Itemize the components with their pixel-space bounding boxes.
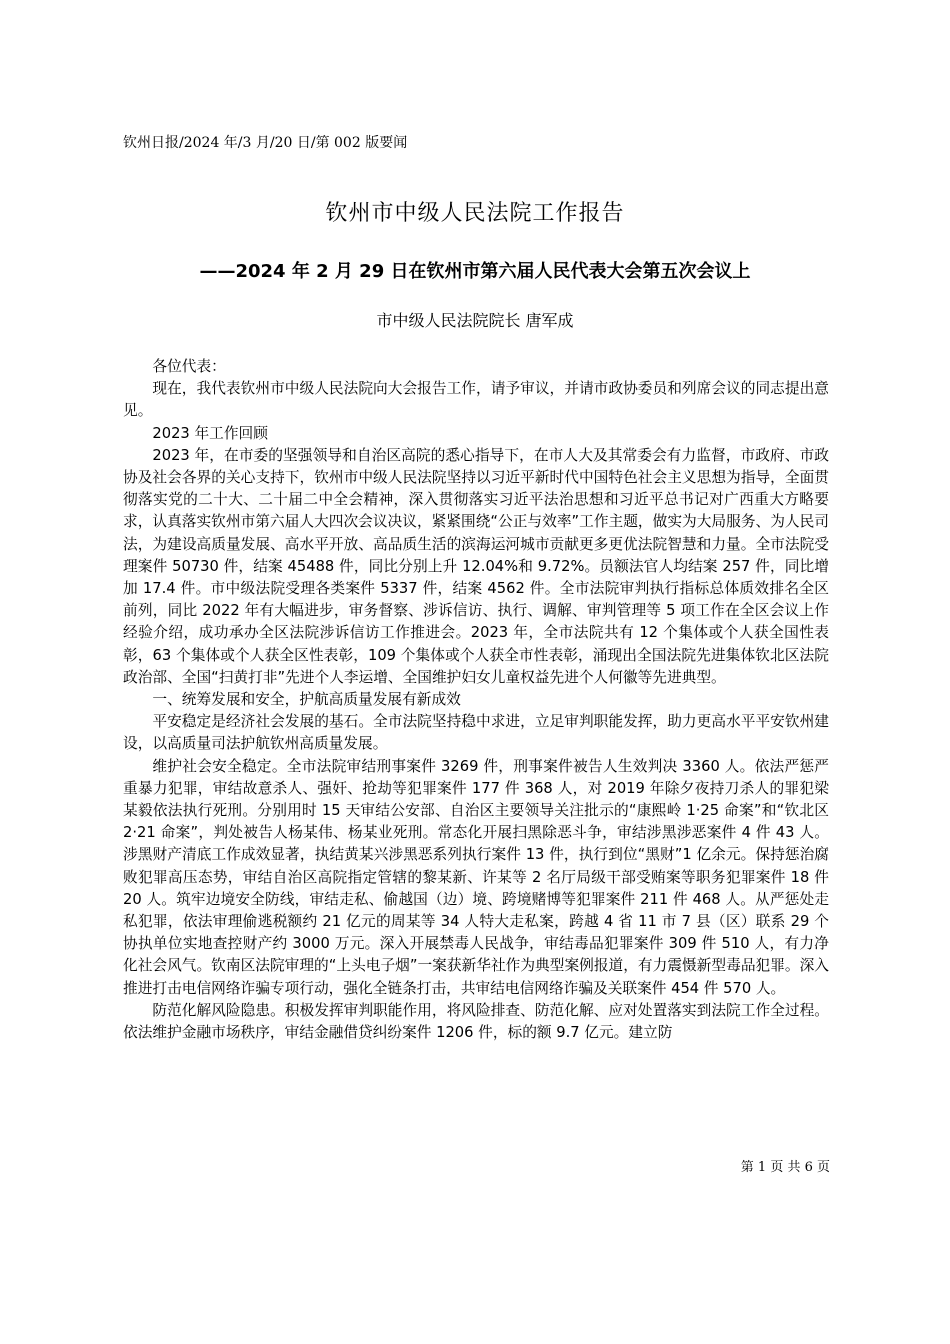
- report-author: 市中级人民法院院长 唐军成: [376, 311, 574, 330]
- report-body: [123, 356, 829, 1044]
- body-paragraph-salutation: 各位代表：: [152, 358, 226, 375]
- body-paragraph-stability: 平安稳定是经济社会发展的基石。全市法院坚持稳中求进，立足审判职能发挥，助力更高水平平安钦州建设，以高质量司法护航钦州高质量发展。: [123, 713, 829, 753]
- report-title: 钦州市中级人民法院工作报告: [325, 201, 625, 226]
- section-heading-one: 一、统筹发展和安全，护航高质量发展有新成效: [152, 691, 461, 709]
- body-paragraph-review-heading: 2023 年工作回顾: [152, 424, 268, 442]
- report-subtitle: ——2024 年 2 月 29 日在钦州市第六届人民代表大会第五次会议上: [199, 261, 751, 282]
- body-paragraph-risk-prevention: 防范化解风险隐患。积极发挥审判职能作用，将风险排查、防范化解、应对处置落实到法院工作全过程。依法维护金融市场秩序，审结金融借贷纠纷案件 1206 件，标的额 9.7 亿元。建立防: [123, 1001, 829, 1042]
- body-paragraph-intro: 现在，我代表钦州市中级人民法院向大会报告工作，请予审议，并请市政协委员和列席会议的同志提出意见。: [123, 380, 829, 420]
- newspaper-source-line: 钦州日报/2024 年/3 月/20 日/第 002 版要闻: [123, 135, 408, 151]
- page-number: 第 1 页 共 6 页: [740, 1160, 830, 1175]
- body-paragraph-review-summary: 2023 年，在市委的坚强领导和自治区高院的悉心指导下，在市人大及其常委会有力监督，市政府、市政协及社会各界的关心支持下，钦州市中级人民法院坚持以习近平新时代中国特色社会主义思想为指导，全面贯彻落实党的二十大、二十届二中全会精神，深入贯彻落实习近平法治思想和习近平总书记对广西重大方略要求，认真落实钦州市第六届人大四次会议决议，紧紧围绕“公正与效率”工作主题，做实为大局服务、为人民司法，为建设高质量发展、高水平开放、高品质生活的滨海运河城市贡献更多更优法院智慧和力量。全市法院受理案件 50730 件，结案 45488 件，同比分别上升 12.04%和 9.72%。员额法官人均结案 257 件，同比增加 17.4 件。市中级法院受理各类案件 5337 件，结案 4562 件。全市法院审判执行指标总体质效排名全区前列，同比 2022 年有大幅进步，审务督察、涉诉信访、执行、调解、审判管理等 5 项工作在全区会议上作经验介绍，成功承办全区法院涉诉信访工作推进会。2023 年，全市法院共有 12 个集体或个人获全国性表彰，63 个集体或个人获全区性表彰，109 个集体或个人获全市性表彰，涌现出全国法院先进集体钦北区法院政治部、全国“扫黄打非”先进个人李运增、全国维护妇女儿童权益先进个人何徽等先进典型。: [123, 446, 829, 686]
- body-paragraph-social-security: 维护社会安全稳定。全市法院审结刑事案件 3269 件，刑事案件被告人生效判决 3360 人。依法严惩严重暴力犯罪，审结故意杀人、强奸、抢劫等犯罪案件 177 件 368 人，对 2019 年除夕夜持刀杀人的罪犯梁某毅依法执行死刑。分别用时 15 天审结公安部、自治区主要领导关注批示的“康熙岭 1·25 命案”和“钦北区 2·21 命案”，判处被告人杨某伟、杨某业死刑。常态化开展扫黑除恶斗争，审结涉黑涉恶案件 4 件 43 人。涉黑财产清底工作成效显著，执结黄某兴涉黑恶系列执行案件 13 件，执行到位“黑财”1 亿余元。保持惩治腐败犯罪高压态势，审结自治区高院指定管辖的黎某新、许某等 2 名厅局级干部受贿案等职务犯罪案件 18 件 20 人。筑牢边境安全防线，审结走私、偷越国（边）境、跨境赌博等犯罪案件 211 件 468 人。从严惩处走私犯罪，依法审理偷逃税额约 21 亿元的周某等 34 人特大走私案，跨越 4 省 11 市 7 县（区）联系 29 个协执单位实地查控财产约 3000 万元。深入开展禁毒人民战争，审结毒品犯罪案件 309 件 510 人，有力净化社会风气。钦南区法院审理的“上头电子烟”一案获新华社作为典型案例报道，有力震慑新型毒品犯罪。深入推进打击电信网络诈骗专项行动，强化全链条打击，共审结电信网络诈骗及关联案件 454 件 570 人。: [123, 757, 829, 997]
